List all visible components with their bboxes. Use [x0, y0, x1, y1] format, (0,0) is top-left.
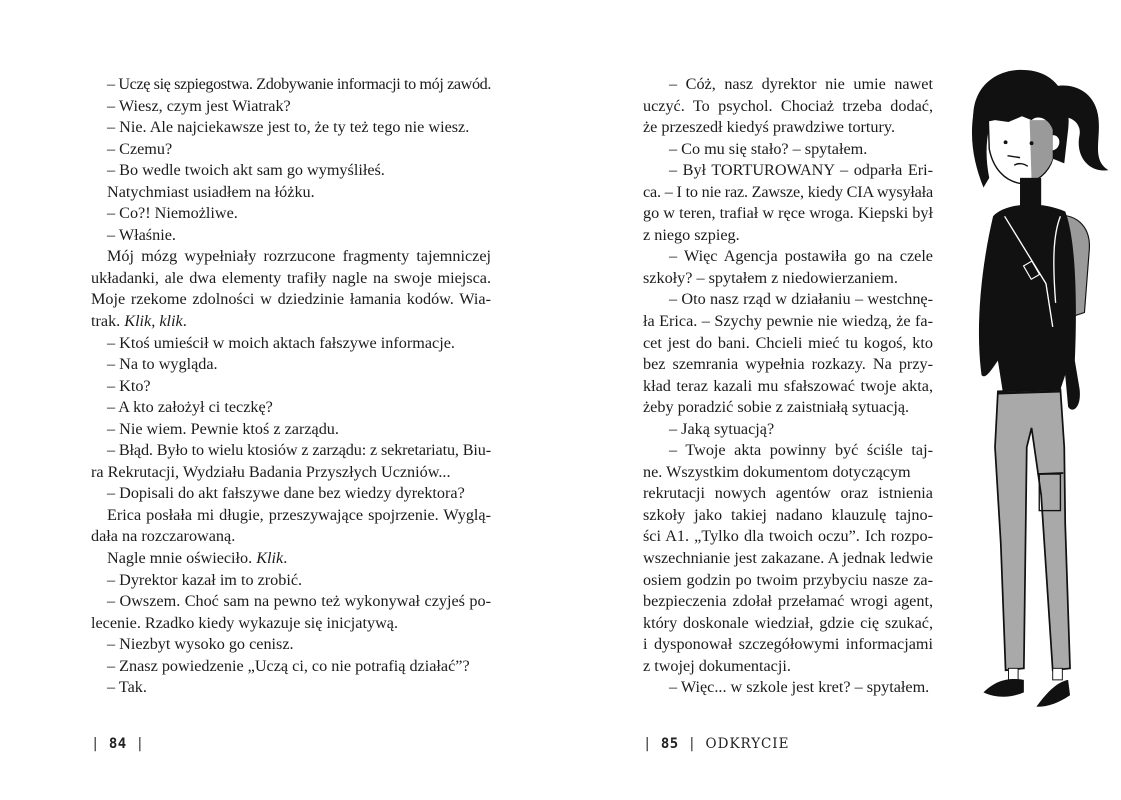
text-line — [91, 333, 491, 355]
text-line-content: kład teraz kazali mu sfałszować twoje akta, — [643, 376, 933, 395]
text-line — [91, 74, 491, 96]
text-line — [643, 634, 933, 656]
text-line-inner — [669, 74, 933, 96]
text-line-content: cet jest do bani. Chcieli mieć tu kogoś, kto — [643, 333, 933, 352]
text-line-content: – Ktoś umieścił w moich aktach fałszywe informacje. — [107, 333, 455, 352]
text-line-inner — [643, 268, 898, 290]
text-line-content: – Bo wedle twoich akt sam go wymyśliłeś. — [107, 161, 385, 180]
text-line — [91, 526, 491, 548]
text-line — [643, 656, 933, 678]
text-line-inner — [643, 656, 791, 678]
text-line — [91, 419, 491, 441]
text-line-inner — [107, 505, 491, 527]
text-line-content: – A kto założył ci teczkę? — [107, 398, 273, 417]
text-line-content: trak. — [91, 312, 125, 331]
text-line — [91, 483, 491, 505]
text-line — [91, 570, 491, 592]
text-line-inner — [107, 440, 491, 462]
text-line-inner — [643, 182, 933, 204]
text-line-inner — [643, 397, 909, 419]
text-line-inner — [107, 548, 287, 570]
text-line — [91, 182, 491, 204]
text-line-inner — [643, 203, 933, 225]
text-line — [91, 139, 491, 161]
text-line-inner — [107, 160, 385, 182]
text-line-content: dała na rozczarowaną. — [91, 527, 236, 546]
text-line-content: – Błąd. Było to wielu ktosiów z zarządu: z sekretariatu, Biu- — [107, 441, 491, 460]
text-line-inner — [107, 591, 491, 613]
text-line — [91, 656, 491, 678]
text-line-tail: . — [283, 549, 288, 568]
text-line-inner — [643, 548, 933, 570]
text-line-inner — [643, 483, 933, 505]
text-line — [91, 397, 491, 419]
text-line-content: ra Rekrutacji, Wydziału Badania Przyszłych Uczniów... — [91, 462, 451, 481]
text-line-content: – Nie. Ale najciekawsze jest to, że ty też tego nie wiesz. — [107, 118, 470, 137]
folio-separator: | — [91, 736, 100, 752]
text-line-inner — [643, 311, 933, 333]
right-page-number: 85 — [660, 736, 679, 752]
text-line-content: żeby poradzić sobie z zaistniałą sytuacją. — [643, 398, 910, 417]
text-line-content: – Więc... w szkole jest kret? – spytałem. — [669, 678, 930, 697]
text-line-content: – Więc Agencja postawiła go na czele — [669, 247, 933, 266]
text-line-inner — [669, 419, 774, 441]
folio-separator: | — [687, 736, 697, 752]
chapter-title: ODKRYCIE — [705, 736, 790, 752]
text-line-content: rekrutacji nowych agentów oraz istnienia — [643, 484, 933, 503]
text-line — [643, 117, 933, 139]
text-line-inner — [107, 397, 273, 419]
text-line-content: – Tak. — [107, 678, 147, 697]
text-line-content: układanki, ale dwa elementy trafiły nagle na swoje miejsca. — [91, 268, 491, 287]
text-line-inner — [107, 74, 491, 96]
text-line-content: ła Erica. – Szychy pewnie nie wiedzą, że fa- — [643, 312, 933, 331]
text-line — [643, 268, 933, 290]
text-line — [91, 160, 491, 182]
text-line-content: – Jaką sytuacją? — [669, 419, 775, 438]
text-line-inner — [107, 96, 291, 118]
text-line-inner — [643, 117, 895, 139]
text-line — [91, 268, 491, 290]
text-line-inner — [643, 225, 740, 247]
text-line — [91, 289, 491, 311]
text-line-content: szkoły? – spytałem z niedowierzaniem. — [643, 268, 898, 287]
text-line-inner — [643, 634, 933, 656]
text-line-content: – Wiesz, czym jest Wiatrak? — [107, 96, 291, 115]
text-line-content: i dysponował szczegółowymi informacjami — [643, 635, 933, 654]
folio-separator: | — [643, 736, 652, 752]
text-line-content: – Właśnie. — [107, 225, 176, 244]
text-line-content: – Dyrektor kazał im to zrobić. — [107, 570, 303, 589]
text-line — [643, 483, 933, 505]
text-line-inner — [107, 677, 147, 699]
left-page — [0, 0, 560, 800]
text-line-content: ca. – I to nie raz. Zawsze, kiedy CIA wysyłała — [643, 182, 933, 201]
text-line-inner — [643, 591, 933, 613]
text-line-content: – Znasz powiedzenie „Uczą ci, co nie potrafią działać”? — [107, 656, 470, 675]
text-line — [91, 548, 491, 570]
text-line — [91, 203, 491, 225]
text-line — [91, 225, 491, 247]
text-line — [643, 419, 933, 441]
text-line-content: szkoły jako takiej nadano klauzulę tajno- — [643, 505, 933, 524]
text-line — [643, 246, 933, 268]
text-line-content: Erica posłała mi długie, przeszywające spojrzenie. Wyglą- — [107, 505, 491, 524]
text-line-inner — [643, 462, 911, 484]
text-line-inner — [643, 613, 933, 635]
text-line-inner — [643, 570, 933, 592]
text-line-inner — [669, 289, 933, 311]
text-line-inner — [91, 462, 451, 484]
text-line — [91, 354, 491, 376]
text-line — [91, 440, 491, 462]
text-line — [91, 591, 491, 613]
text-line-content: – Na to wygląda. — [107, 355, 218, 374]
text-line — [643, 570, 933, 592]
text-line-content: wszechnianie jest zakazane. A jednak ledwie — [643, 549, 933, 568]
right-page-folio — [643, 736, 789, 752]
text-line-content: – Co?! Niemożliwe. — [107, 204, 238, 223]
text-line-content: Natychmiast usiadłem na łóżku. — [107, 182, 315, 201]
text-line — [643, 505, 933, 527]
text-line — [91, 505, 491, 527]
text-line-content: który doskonale wiedział, gdzie cię szukać, — [643, 613, 933, 632]
folio-separator: | — [135, 736, 145, 752]
text-line-inner — [643, 505, 933, 527]
text-line — [91, 246, 491, 268]
left-page-number: 84 — [108, 736, 127, 752]
text-line — [91, 634, 491, 656]
text-line — [643, 96, 933, 118]
right-page-text — [643, 74, 933, 699]
text-line-inner — [107, 117, 469, 139]
text-line-inner — [107, 203, 238, 225]
text-line-content: – Był TORTUROWANY – odparła Eri- — [669, 161, 933, 180]
text-line — [643, 182, 933, 204]
text-line — [91, 117, 491, 139]
text-line — [91, 96, 491, 118]
emphasized-text: Klik, klik — [124, 312, 183, 331]
text-line-content: bez szemrania wypełnia rozkazy. Na przy- — [643, 355, 933, 374]
text-line-content: z niego szpieg. — [643, 225, 740, 244]
text-line-inner — [107, 333, 455, 355]
text-line-inner — [643, 526, 933, 548]
text-line-content: – Oto nasz rząd w działaniu – westchnę- — [669, 290, 933, 309]
text-line-inner — [91, 613, 398, 635]
text-line-inner — [643, 333, 933, 355]
text-line — [643, 74, 933, 96]
text-line-content: Nagle mnie oświeciło. — [107, 549, 257, 568]
text-line-inner — [107, 376, 151, 398]
left-page-folio — [91, 736, 145, 752]
text-line-content: – Dopisali do akt fałszywe dane bez wiedzy dyrektora? — [107, 484, 465, 503]
text-line — [643, 440, 933, 462]
text-line — [643, 289, 933, 311]
text-line-inner — [669, 677, 929, 699]
text-line-content: – Czemu? — [107, 139, 173, 158]
text-line-inner — [669, 139, 867, 161]
text-line-content: – Nie wiem. Pewnie ktoś z zarządu. — [107, 419, 339, 438]
text-line — [643, 225, 933, 247]
text-line-inner — [91, 526, 235, 548]
text-line-inner — [107, 225, 176, 247]
text-line-inner — [107, 182, 315, 204]
text-line-inner — [107, 419, 339, 441]
text-line-inner — [669, 160, 933, 182]
text-line — [643, 311, 933, 333]
text-line — [643, 462, 933, 484]
text-line — [643, 397, 933, 419]
text-line — [643, 548, 933, 570]
text-line-inner — [107, 634, 294, 656]
text-line — [643, 203, 933, 225]
text-line — [643, 354, 933, 376]
text-line-content: – Owszem. Choć sam na pewno też wykonywał czyjeś po- — [107, 592, 491, 611]
text-line — [91, 613, 491, 635]
text-line-content: z twojej dokumentacji. — [643, 656, 791, 675]
text-line-inner — [669, 440, 933, 462]
text-line — [91, 677, 491, 699]
text-line-inner — [643, 96, 933, 118]
text-line-content: Moje rzekome zdolności w dziedzinie łamania kodów. Wia- — [91, 290, 491, 309]
text-line-content: – Cóż, nasz dyrektor nie umie nawet — [669, 75, 933, 93]
text-line-inner — [643, 354, 933, 376]
text-line-content: że przeszedł kiedyś prawdziwe tortury. — [643, 118, 895, 137]
girl-with-ponytail-illustration — [945, 30, 1121, 720]
text-line-inner — [107, 354, 218, 376]
text-line-inner — [91, 268, 491, 290]
text-line-inner — [643, 376, 933, 398]
text-line — [643, 333, 933, 355]
text-line-content: Mój mózg wypełniały rozrzucone fragmenty tajemniczej — [107, 247, 491, 266]
text-line — [91, 376, 491, 398]
text-line-inner — [107, 246, 491, 268]
text-line-content: ne. Wszystkim dokumentom dotyczącym — [643, 462, 911, 481]
right-page — [560, 0, 1121, 800]
text-line-content: – Niezbyt wysoko go cenisz. — [107, 635, 294, 654]
text-line-inner — [107, 656, 470, 678]
text-line-tail: . — [182, 312, 187, 331]
text-line — [643, 677, 933, 699]
text-line — [643, 591, 933, 613]
text-line-content: uczyć. To psychol. Chociaż trzeba dodać, — [643, 96, 933, 115]
text-line-content: bezpieczenia zdołał przełamać wrogi agent, — [643, 592, 933, 611]
text-line-content: go w teren, trafiał w ręce wroga. Kiepski był — [643, 204, 933, 223]
text-line-inner — [107, 139, 172, 161]
emphasized-text: Klik — [256, 549, 284, 568]
text-line-inner — [107, 570, 302, 592]
text-line-content: ści A1. „Tylko dla twoich oczu”. Ich rozpo- — [643, 527, 933, 546]
text-line-content: – Co mu się stało? – spytałem. — [669, 139, 868, 158]
text-line — [643, 139, 933, 161]
text-line — [643, 613, 933, 635]
text-line-content: osiem godzin po twoim przybyciu nasze za- — [643, 570, 933, 589]
text-line — [643, 376, 933, 398]
text-line — [643, 526, 933, 548]
text-line-content: – Kto? — [107, 376, 151, 395]
text-line — [91, 311, 491, 333]
text-line-content: – Uczę się szpiegostwa. Zdobywanie informacji to mój zawód. — [107, 75, 491, 93]
text-line-content: lecenie. Rzadko kiedy wykazuje się inicjatywą. — [91, 613, 398, 632]
text-line-inner — [91, 289, 491, 311]
left-page-text — [91, 74, 491, 699]
text-line-content: – Twoje akta powinny być ściśle taj- — [669, 441, 933, 460]
text-line-inner — [669, 246, 933, 268]
text-line — [643, 160, 933, 182]
text-line — [91, 462, 491, 484]
text-line-inner — [91, 311, 187, 333]
text-line-inner — [107, 483, 465, 505]
